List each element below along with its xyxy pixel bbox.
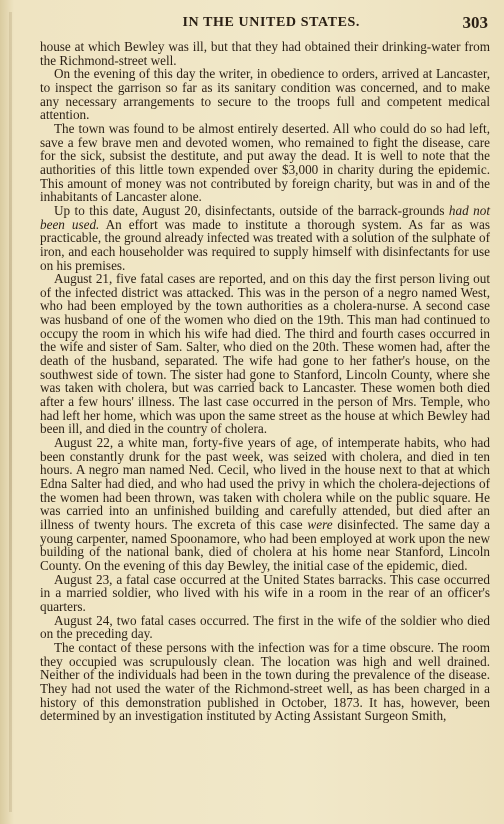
paragraph [40, 40, 490, 67]
text-run: On the evening of this day the writer, in obedience to orders, arrived at Lancaster, to inspect the garrison so far as its sanitary condition was concerned, and to make any necessary arrangements to secure to the troops full and competent medical attention. [40, 66, 490, 123]
paragraph [40, 436, 490, 573]
text-run: August 23, a fatal case occurred at the United States barracks. This case occurred in a married soldier, who lived with his wife in a room in the rear of an officer's quarters. [40, 571, 490, 614]
italic-text: had not been used. [40, 202, 490, 232]
paragraph [40, 204, 490, 272]
text-run: August 24, two fatal cases occurred. The first in the wife of the soldier who died on the preceding day. [40, 612, 490, 642]
paragraph [40, 614, 490, 641]
page-gutter-shadow [9, 12, 12, 812]
text-run: Up to this date, August 20, disinfectants, outside of the barrack-grounds [54, 202, 449, 218]
text-run: August 22, a white man, forty-five years of age, of intemperate habits, who had been constantly drunk for the past week, was seized with cholera, and died in ten hours. A negro man named Ned. Cecil, who lived in the house next to that at which Edna Salter had died, and who had used the privy in which the cholera-dejections of the women had been thrown, was taken with cholera while on the public square. He was carried into an unfinished building and carefully attended, but died after an illness of twenty hours. The excreta of this case [40, 435, 490, 532]
text-run: The town was found to be almost entirely deserted. All who could do so had left, save a few brave men and devoted women, who remained to fight the disease, care for the sick, subsist the destitute, and put away the dead. It is well to note that the authorities of this little town expended over $3,000 in charity during the epidemic. This amount of money was not contributed by foreign charity, but was in and of the inhabitants of Lancaster alone. [40, 120, 490, 205]
text-run: The contact of these persons with the infection was for a time obscure. The room they occupied was scrupulously clean. The location was high and well drained. Neither of the individuals had been in the town during the prevalence of the disease. They had not used the water of the Richmond-street well, as has been charged in a history of this demonstration published in October, 1873. It has, however, been determined by an investigation instituted by Acting Assistant Surgeon Smith, [40, 639, 490, 724]
running-head: IN THE UNITED STATES. [182, 15, 361, 30]
page-header [40, 10, 494, 36]
paragraph [40, 272, 490, 436]
paragraph [40, 641, 490, 723]
text-run: An effort was made to institute a thorough system. As far as was practicable, the ground already infected was treated with a solution of the sulphate of iron, and each householder was required to supply himself with disinfectants for use on his premises. [40, 216, 490, 273]
text-run: house at which Bewley was ill, but that they had obtained their drinking-water from the Richmond-street well. [40, 39, 490, 68]
text-run: August 21, five fatal cases are reported, and on this day the first person living out of the infected district was attacked. This was in the person of a negro named West, who had been employed by the town authorities as a cholera-nurse. A second case was husband of one of the women who died on the 19th. This man had continued to occupy the room in which his wife had died. The third and fourth cases occurred in the wife and sister of Sam. Salter, who died on the 20th. These women had, after the death of the husband, separated. The wife had gone to her father's house, on the southwest side of town. The sister had gone to Stanford, Lincoln County, where she was taken with cholera, but was carried back to Lancaster. These women both died after a few hours' illness. The last case occurred in the person of Mrs. Temple, who had left her home, which was upon the same street as the house at which Bewley had been ill, and died in the country of cholera. [40, 271, 490, 437]
paragraph [40, 573, 490, 614]
italic-text: were [307, 516, 333, 532]
body-text [40, 40, 490, 723]
paragraph [40, 67, 490, 122]
page-number: 303 [462, 13, 488, 32]
paragraph [40, 122, 490, 204]
text-run: disinfected. The same day a young carpenter, named Spoonamore, who had been employed at work upon the new building of the national bank, died of cholera at his home near Stanford, Lincoln County. On the evening of this day Bewley, the initial case of the epidemic, died. [40, 516, 490, 573]
